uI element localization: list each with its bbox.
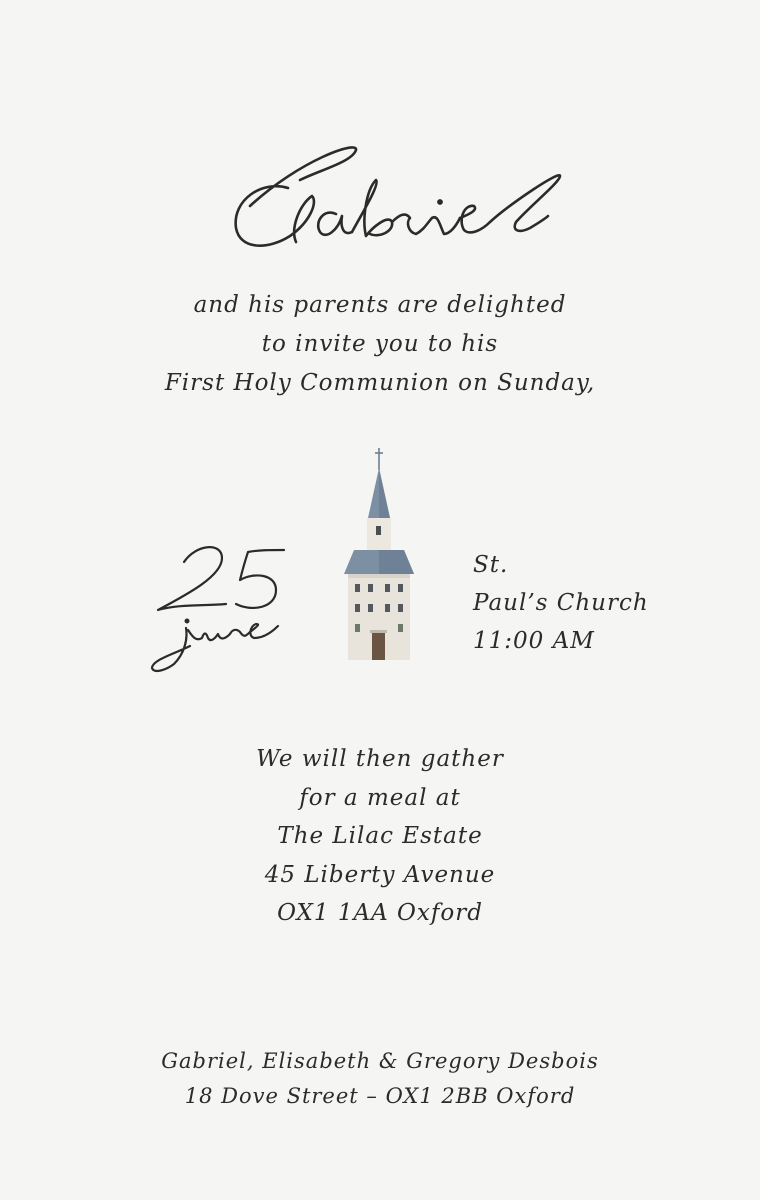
meal-address-city: OX1 1AA Oxford: [277, 900, 483, 926]
meal-details: [0, 740, 760, 933]
host-details: [0, 1044, 760, 1114]
intro-line: to invite you to his: [261, 331, 499, 357]
date-handwriting: [140, 528, 300, 688]
intro-line: First Holy Communion on Sunday,: [164, 370, 596, 396]
meal-venue-name: The Lilac Estate: [277, 823, 483, 849]
host-names: Gabriel, Elisabeth & Gregory Desbois: [161, 1049, 599, 1073]
ceremony-details: [473, 546, 649, 660]
child-name-handwriting: [0, 110, 760, 280]
venue-line: St.: [473, 552, 509, 578]
meal-line: for a meal at: [299, 784, 461, 811]
intro-text: [0, 286, 760, 403]
church-illustration: [338, 444, 420, 664]
child-name-script: [0, 110, 760, 280]
meal-line: We will then gather: [256, 746, 504, 772]
host-address: 18 Dove Street – OX1 2BB Oxford: [184, 1084, 576, 1108]
venue-line: Paul’s Church: [473, 590, 649, 616]
ceremony-time: 11:00 AM: [473, 628, 595, 654]
intro-line: and his parents are delighted: [193, 292, 567, 318]
meal-address-street: 45 Liberty Avenue: [264, 861, 496, 888]
date-script-drawing: [140, 528, 300, 688]
church-icon: [338, 444, 420, 664]
